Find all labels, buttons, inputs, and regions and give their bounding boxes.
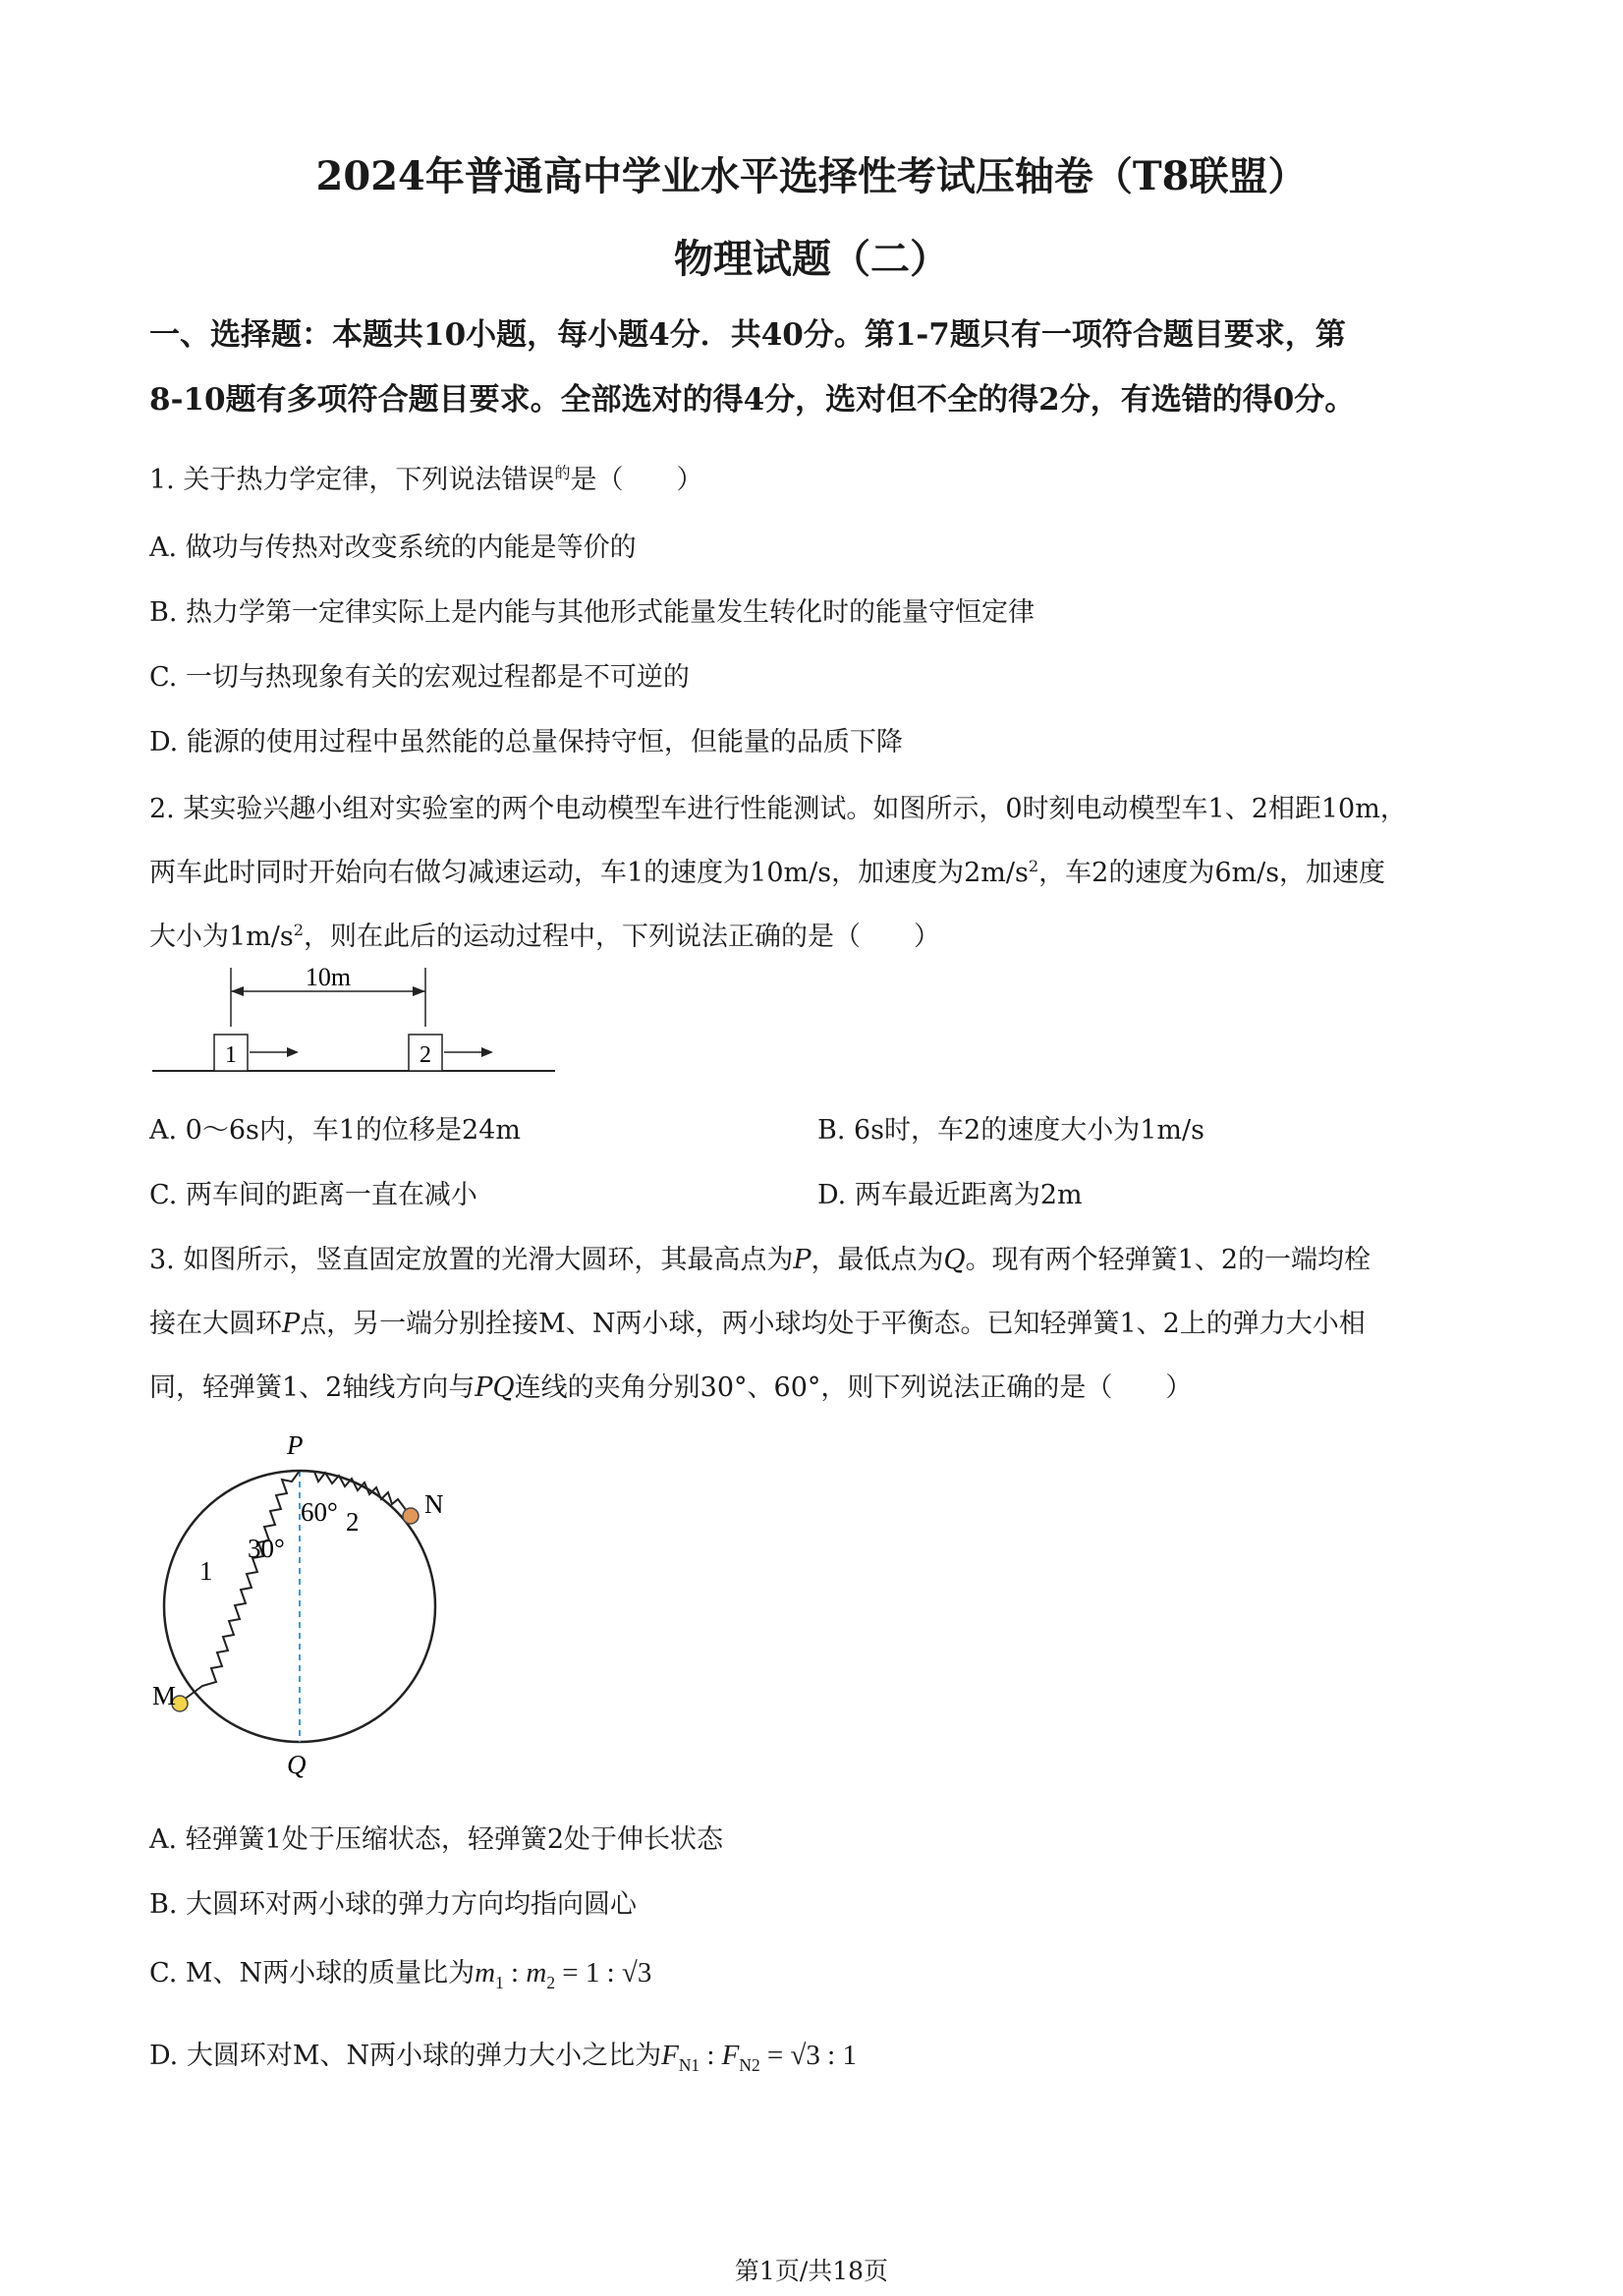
- q3-line3-text-b: 连线的夹角分别30°、60°，则下列说法正确的是（ ）: [514, 1372, 1193, 1403]
- q3-fig-label-m: M: [152, 1681, 177, 1710]
- q2-fig-car1-arrow-head: [287, 1047, 299, 1057]
- q2-option-b: B. 6s时，车2的速度大小为1m/s: [817, 1115, 1204, 1146]
- q3-c-m1-sub: 1: [495, 1972, 504, 1992]
- q2-line2-superscript: 2: [1028, 857, 1039, 875]
- q3-fig-ball-n: [403, 1508, 419, 1524]
- q2-line2-tail: ，车2的速度为6m/s，加速度: [1038, 858, 1386, 888]
- q3-line3-pq: PQ: [475, 1372, 515, 1403]
- q3-line2-text-b: 点，另一端分别拴接M、N两小球，两小球均处于平衡态。已知轻弹簧1、2上的弹力大小相: [300, 1309, 1366, 1339]
- q3-option-d-text: D. 大圆环对M、N两小球的弹力大小之比为: [149, 2041, 662, 2071]
- q3-line3-text-a: 同，轻弹簧1、2轴线方向与: [149, 1372, 476, 1403]
- q2-line3-superscript: 2: [293, 921, 305, 939]
- q2-fig-car1-label: 1: [225, 1042, 237, 1068]
- q3-c-m2-sub: 2: [546, 1972, 556, 1992]
- q3-fig-spring1-label: 1: [199, 1556, 213, 1586]
- q1-option-c: C. 一切与热现象有关的宏观过程都是不可逆的: [149, 662, 690, 693]
- q1-option-b: B. 热力学第一定律实际上是内能与其他形式能量发生转化时的能量守恒定律: [149, 597, 1035, 628]
- q2-fig-car2-arrow-head: [481, 1047, 493, 1057]
- q3-line1-text-a: 3. 如图所示，竖直固定放置的光滑大圆环，其最高点为: [149, 1245, 794, 1275]
- q1-stem-text: 1. 关于热力学定律，下列说法错误: [149, 465, 555, 495]
- q1-stem-superscript: 的: [554, 464, 571, 482]
- section-instructions-line1: 一、选择题：本题共10小题，每小题4分．共40分。第1-7题只有一项符合题目要求，第: [149, 317, 1346, 353]
- q3-fig-angle-30: 30°: [248, 1534, 285, 1563]
- q3-stem-line3: [149, 1366, 1192, 1404]
- q3-line1-text-b: ，最低点为: [811, 1245, 944, 1275]
- q2-fig-car2-label: 2: [420, 1042, 431, 1068]
- q3-line2-point-p: P: [282, 1309, 301, 1339]
- q3-d-f2: F: [721, 2040, 740, 2071]
- q3-option-c: [149, 1951, 651, 1993]
- q3-c-ratio: = 1 : √3: [555, 1957, 652, 1988]
- q3-c-colon: :: [503, 1957, 527, 1988]
- q2-option-a: A. 0～6s内，车1的位移是24m: [149, 1115, 522, 1146]
- q2-stem-line1: 2. 某实验兴趣小组对实验室的两个电动模型车进行性能测试。如图所示，0时刻电动模型车1、2相距10m，: [149, 794, 1407, 824]
- q3-line2-text-a: 接在大圆环: [149, 1309, 282, 1339]
- q3-option-d: [149, 2034, 857, 2076]
- q3-fig-spring1: [180, 1471, 300, 1703]
- q2-fig-distance-label: 10m: [305, 968, 352, 991]
- q3-option-b: B. 大圆环对两小球的弹力方向均指向圆心: [149, 1889, 638, 1920]
- q3-fig-label-q: Q: [287, 1750, 307, 1779]
- q3-line1-point-q: Q: [943, 1245, 966, 1275]
- q2-stem-line2: [149, 851, 1385, 889]
- section-instructions-line2: 8-10题有多项符合题目要求。全部选对的得4分，选对但不全的得2分，有选错的得0分。: [149, 382, 1356, 418]
- page-subtitle: 物理试题（二）: [674, 236, 949, 282]
- q2-figure: [147, 968, 560, 1076]
- q3-fig-spring2-label: 2: [346, 1507, 360, 1537]
- q2-line3-text: 大小为1m/s: [149, 922, 294, 952]
- q3-line1-text-c: 。现有两个轻弹簧1、2的一端均栓: [965, 1245, 1371, 1275]
- q3-d-f2-sub: N2: [739, 2054, 760, 2075]
- page-title: 2024年普通高中学业水平选择性考试压轴卷（T8联盟）: [315, 153, 1308, 199]
- q3-option-a: A. 轻弹簧1处于压缩状态，轻弹簧2处于伸长状态: [149, 1824, 724, 1855]
- q3-fig-angle-60: 60°: [301, 1497, 338, 1527]
- q3-c-m2: m: [526, 1957, 547, 1988]
- q3-stem-line1: [149, 1238, 1371, 1276]
- q2-option-c: C. 两车间的距离一直在减小: [149, 1180, 477, 1210]
- q3-stem-line2: [149, 1302, 1366, 1340]
- q3-fig-label-n: N: [424, 1489, 444, 1519]
- q1-option-a: A. 做功与传热对改变系统的内能是等价的: [149, 532, 637, 563]
- q3-figure: [138, 1425, 511, 1788]
- q1-stem-paren: 是（ ）: [570, 465, 703, 495]
- q2-line3-tail: ，则在此后的运动过程中，下列说法正确的是（ ）: [304, 922, 941, 952]
- q3-option-d-formula: [661, 2040, 857, 2075]
- q3-d-f1-sub: N1: [678, 2054, 700, 2075]
- q1-stem: [149, 458, 703, 496]
- q3-line1-point-p: P: [793, 1245, 812, 1275]
- page-footer: 第1页/共18页: [734, 2257, 889, 2285]
- q3-option-c-text: C. M、N两小球的质量比为: [149, 1958, 476, 1988]
- q2-option-d: D. 两车最近距离为2m: [817, 1180, 1083, 1210]
- q2-fig-dim-arrow-left: [231, 986, 244, 996]
- q2-line2-text: 两车此时同时开始向右做匀减速运动，车1的速度为10m/s，加速度为2m/s: [149, 858, 1029, 888]
- q2-fig-dim-arrow-right: [413, 986, 425, 996]
- q3-option-c-formula: [475, 1957, 652, 1992]
- q3-d-colon: :: [700, 2040, 722, 2071]
- q3-fig-label-p: P: [287, 1430, 304, 1460]
- q3-c-m1: m: [475, 1957, 496, 1988]
- q3-d-f1: F: [661, 2040, 679, 2071]
- q2-stem-line3: [149, 915, 940, 953]
- q3-d-ratio: = √3 : 1: [759, 2040, 857, 2071]
- q1-option-d: D. 能源的使用过程中虽然能的总量保持守恒，但能量的品质下降: [149, 727, 903, 757]
